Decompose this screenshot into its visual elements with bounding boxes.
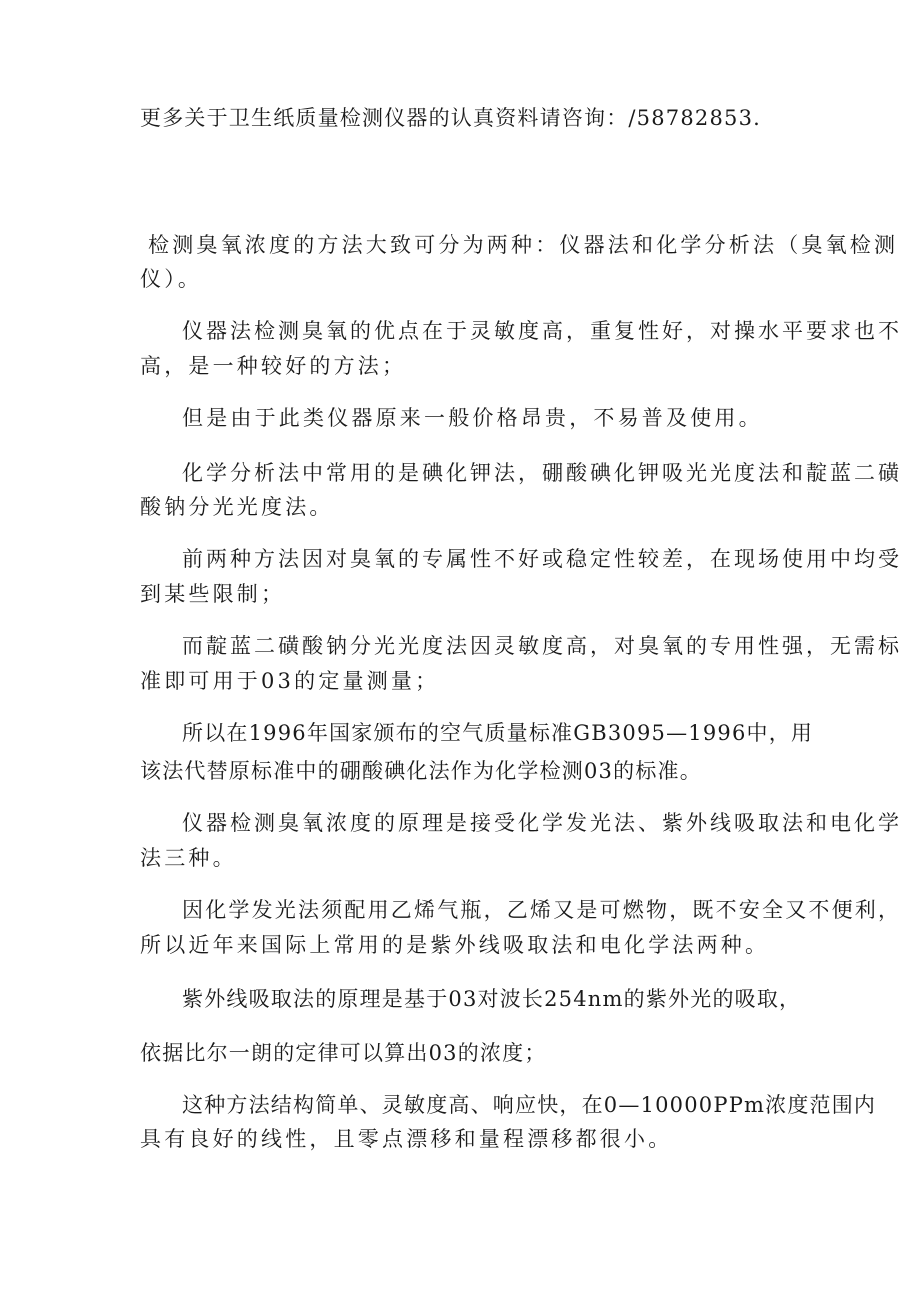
paragraph-4-line-1: 化学分析法中常用的是碘化钾法，硼酸碘化钾吸光光度法和靛蓝二磺 <box>182 461 902 485</box>
paragraph-4-line-2: 酸钠分光光度法。 <box>140 495 334 519</box>
paragraph-5-line-2: 到某些限制； <box>140 582 286 606</box>
paragraph-9-line-2: 所以近年来国际上常用的是紫外线吸取法和电化学法两种。 <box>140 933 770 957</box>
header-line: 更多关于卫生纸质量检测仪器的认真资料请咨询：/58782853. <box>140 106 762 130</box>
paragraph-1-line-1: 检测臭氧浓度的方法大致可分为两种：仪器法和化学分析法（臭氧检测 <box>148 233 899 257</box>
paragraph-2-line-1: 仪器法检测臭氧的优点在于灵敏度高，重复性好，对操水平要求也不 <box>182 319 902 343</box>
paragraph-6-line-2: 准即可用于03的定量测量； <box>140 669 440 693</box>
paragraph-8-line-2: 法三种。 <box>140 846 237 870</box>
paragraph-6-line-1: 而靛蓝二磺酸钠分光光度法因灵敏度高，对臭氧的专用性强，无需标 <box>182 634 902 658</box>
paragraph-2-line-2: 高，是一种较好的方法； <box>140 354 407 378</box>
paragraph-10-line-1: 紫外线吸取法的原理是基于03对波长254nm的紫外光的吸取， <box>182 987 802 1011</box>
paragraph-12-line-1: 这种方法结构简单、灵敏度高、响应快，在0—10000PPm浓度范围内 <box>182 1093 877 1117</box>
paragraph-1-line-2: 仪）。 <box>140 267 203 291</box>
paragraph-7-line-2: 该法代替原标准中的硼酸碘化法作为化学检测03的标准。 <box>140 759 702 783</box>
paragraph-5-line-1: 前两种方法因对臭氧的专属性不好或稳定性较差，在现场使用中均受 <box>182 547 902 571</box>
paragraph-9-line-1: 因化学发光法须配用乙烯气瓶，乙烯又是可燃物，既不安全又不便利， <box>182 898 902 922</box>
paragraph-7-line-1: 所以在1996年国家颁布的空气质量标准GB3095—1996中，用 <box>182 721 814 745</box>
paragraph-3-line-1: 但是由于此类仪器原来一般价格昂贵，不易普及使用。 <box>182 406 763 430</box>
paragraph-12-line-2: 具有良好的线性，且零点漂移和量程漂移都很小。 <box>140 1127 673 1151</box>
paragraph-8-line-1: 仪器检测臭氧浓度的原理是接受化学发光法、紫外线吸取法和电化学 <box>182 811 902 835</box>
paragraph-11-line-1: 依据比尔一朗的定律可以算出03的浓度； <box>140 1041 547 1065</box>
